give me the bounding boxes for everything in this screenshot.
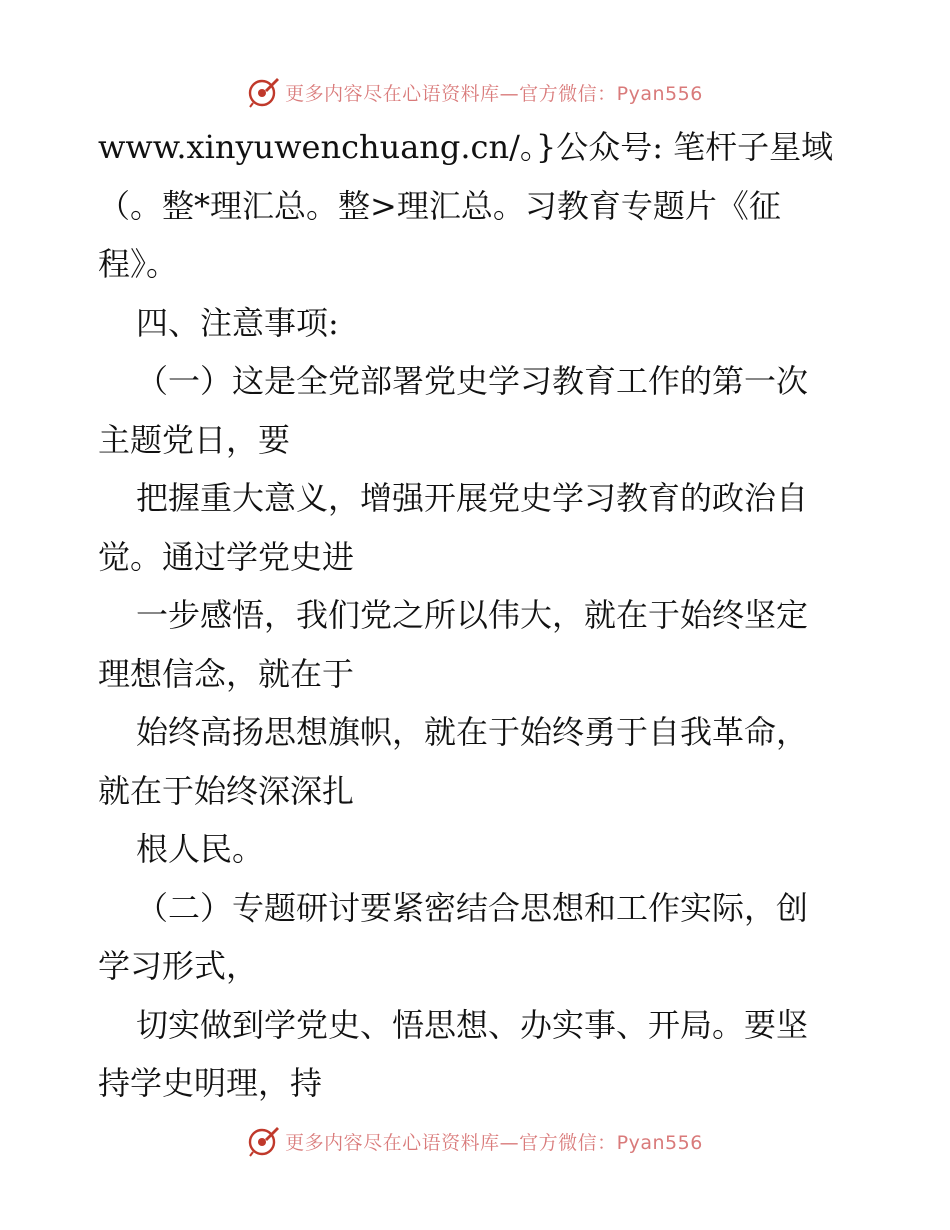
text-line: 主题党日，要 xyxy=(98,420,291,459)
text-line: 就在于始终深深扎 xyxy=(98,771,355,810)
text-line: 一步感悟，我们党之所以伟大，就在于始终坚定 xyxy=(136,596,809,634)
text-line: （一）这是全党部署党史学习教育工作的第一次 xyxy=(136,362,809,400)
text-line: 把握重大意义，增强开展党史学习教育的政治自 xyxy=(136,479,809,517)
text-line: www.xinyuwenchuang.cn/。}公众号: 笔杆子星域 xyxy=(98,128,834,166)
header-banner-content xyxy=(247,75,703,109)
text-line: 程》。 xyxy=(98,245,179,283)
text-line: 始终高扬思想旗帜，就在于始终勇于自我革命， xyxy=(136,713,809,751)
text-line: （。整*理汇总。整>理汇总。习教育专题片《征 xyxy=(98,186,781,225)
text-line: 四、注意事项: xyxy=(136,303,339,342)
text-line: 理想信念，就在于 xyxy=(98,654,355,693)
pen-logo-icon xyxy=(247,1124,281,1158)
text-line: 学习形式， xyxy=(98,947,259,985)
text-line: 切实做到学党史、悟思想、办实事、开局。要坚 xyxy=(136,1005,809,1044)
pen-logo-icon xyxy=(247,75,281,109)
text-line: （二）专题研讨要紧密结合思想和工作实际，创 xyxy=(136,888,809,927)
text-line: 根人民。 xyxy=(136,830,265,868)
footer-banner xyxy=(0,1121,950,1161)
header-banner xyxy=(0,72,950,112)
header-banner-text: 更多内容尽在心语资料库—官方微信：Pyan556 xyxy=(285,82,703,105)
document-body xyxy=(98,118,858,1113)
footer-banner-text: 更多内容尽在心语资料库—官方微信：Pyan556 xyxy=(285,1131,703,1154)
text-line: 持学史明理，持 xyxy=(98,1064,323,1102)
text-line: 觉。通过学党史进 xyxy=(98,537,355,576)
footer-banner-content xyxy=(247,1124,703,1158)
